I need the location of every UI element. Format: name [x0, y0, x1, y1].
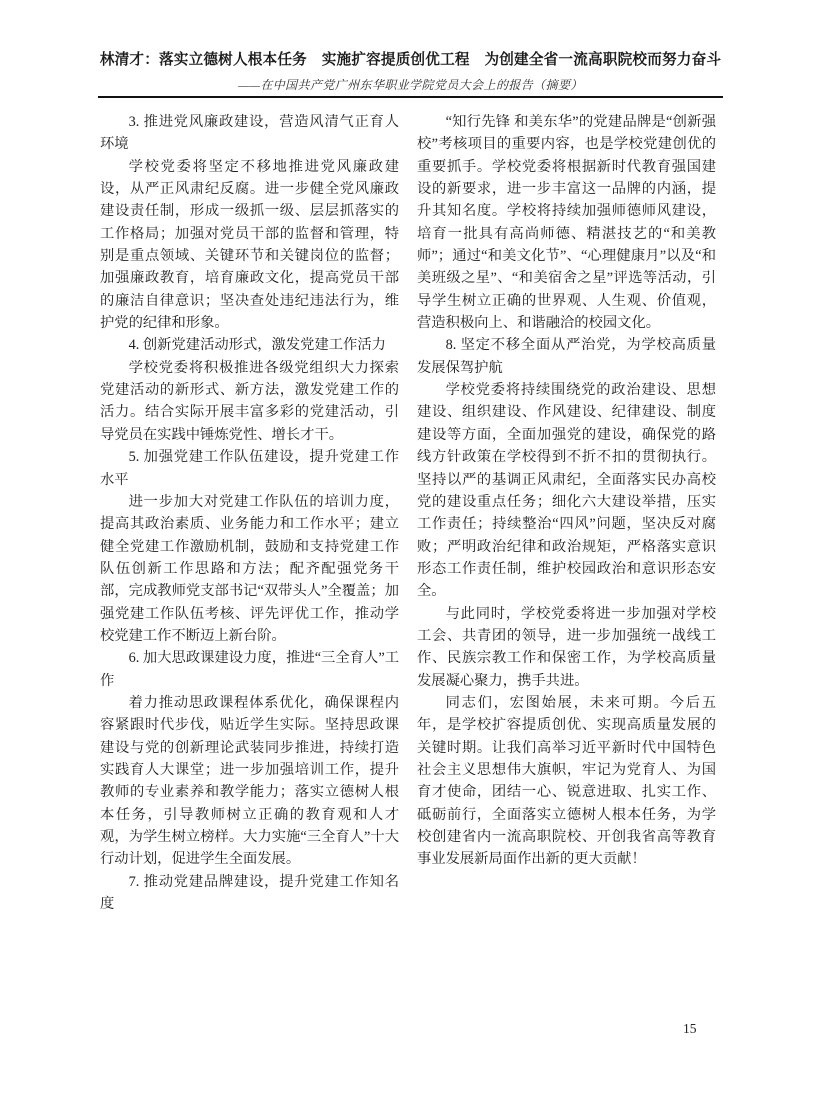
paragraph: 同志们，宏图始展，未来可期。今后五年，是学校扩容提质创优、实现高质量发展的关键时期。让我们高举习近平新时代中国特色社会主义思想伟大旗帜，牢记为党育人、为国育才使命，团结一心、锐意进取、扎实工作、砥砺前行，全面落实立德树人根本任务，为学校创建省内一流高职院校、开创我省高等教育事业发展新局面作出新的更大贡献！ [417, 694, 716, 868]
section-heading: 4. 创新党建活动形式，激发党建工作活力 [128, 337, 386, 354]
right-column [417, 111, 716, 915]
report-subtitle: ——在中国共产党广州东华职业学院党员大会上的报告（摘要） [238, 78, 583, 92]
section-heading: 5. 加强党建工作队伍建设，提升党建工作水平 [100, 449, 399, 488]
paragraph: 学校党委将积极推进各级党组织大力探索党建活动的新形式、新方法，激发党建工作的活力。结合实际开展丰富多彩的党建活动，引导党员在实践中锤炼党性、增长才干。 [100, 359, 399, 443]
section-heading: 7. 推动党建品牌建设，提升党建工作知名度 [100, 873, 399, 913]
section-heading: 3. 推进党风廉政建设，营造风清气正育人环境 [100, 114, 399, 153]
page-header [98, 48, 723, 93]
report-body [100, 111, 716, 915]
report-title: 林清才：落实立德树人根本任务 实施扩容提质创优工程 为创建全省一流高职院校而努力奋斗 [99, 52, 722, 68]
left-column [100, 111, 399, 915]
paragraph: 学校党委将坚定不移地推进党风廉政建设，从严正风肃纪反腐。进一步健全党风廉政建设责任制，形成一级抓一级、层层抓落实的工作格局；加强对党员干部的监督和管理，特别是重点领域、关键环节和关键岗位的监督；加强廉政教育，培育廉政文化，提高党员干部的廉洁自律意识；坚决查处违纪违法行为，维护党的纪律和形象。 [100, 158, 399, 332]
paragraph: 进一步加大对党建工作队伍的培训力度，提高其政治素质、业务能力和工作水平；建立健全党建工作激励机制，鼓励和支持党建工作队伍创新工作思路和方法；配齐配强党务干部，完成教师党支部书记“双带头人”全覆盖；加强党建工作队伍考核、评先评优工作，推动学校党建工作不断迈上新台阶。 [100, 493, 399, 644]
header-divider [98, 96, 723, 98]
paragraph: 学校党委将持续围绕党的政治建设、思想建设、组织建设、作风建设、纪律建设、制度建设等方面，全面加强党的建设，确保党的路线方针政策在学校得到不折不扣的贯彻执行。坚持以严的基调正风肃纪，全面落实民办高校党的建设重点任务；细化六大建设举措，压实工作责任；持续整治“四风”问题，坚决反对腐败；严明政治纪律和政治规矩，严格落实意识形态工作责任制，维护校园政治和意识形态安全。 [417, 382, 716, 600]
section-heading: 6. 加大思政课建设力度，推进“三全育人”工作 [100, 650, 399, 689]
paragraph: “知行先锋 和美东华”的党建品牌是“创新强校”考核项目的重要内容，也是学校党建创优的重要抓手。学校党委将根据新时代教育强国建设的新要求，进一步丰富这一品牌的内涵，提升其知名度。学校将持续加强师德师风建设，培育一批具有高尚师德、精湛技艺的“和美教师”；通过“和美文化节”、“心理健康月”以及“和美班级之星”、“和美宿舍之星”评选等活动，引导学生树立正确的世界观、人生观、价值观，营造积极向上、和谐融洽的校园文化。 [417, 114, 716, 332]
paragraph: 着力推动思政课程体系优化，确保课程内容紧跟时代步伐，贴近学生实际。坚持思政课建设与党的创新理论武装同步推进，持续打造实践育人大课堂；进一步加强培训工作，提升教师的专业素养和教学能力；落实立德树人根本任务，引导教师树立正确的教育观和人才观，为学生树立榜样。大力实施“三全育人”十大行动计划，促进学生全面发展。 [100, 694, 399, 868]
paragraph: 与此同时，学校党委将进一步加强对学校工会、共青团的领导，进一步加强统一战线工作、民族宗教工作和保密工作，为学校高质量发展凝心聚力，携手共进。 [417, 605, 716, 689]
section-heading: 8. 坚定不移全面从严治党，为学校高质量发展保驾护航 [417, 337, 716, 376]
page-number: 15 [683, 1021, 697, 1036]
